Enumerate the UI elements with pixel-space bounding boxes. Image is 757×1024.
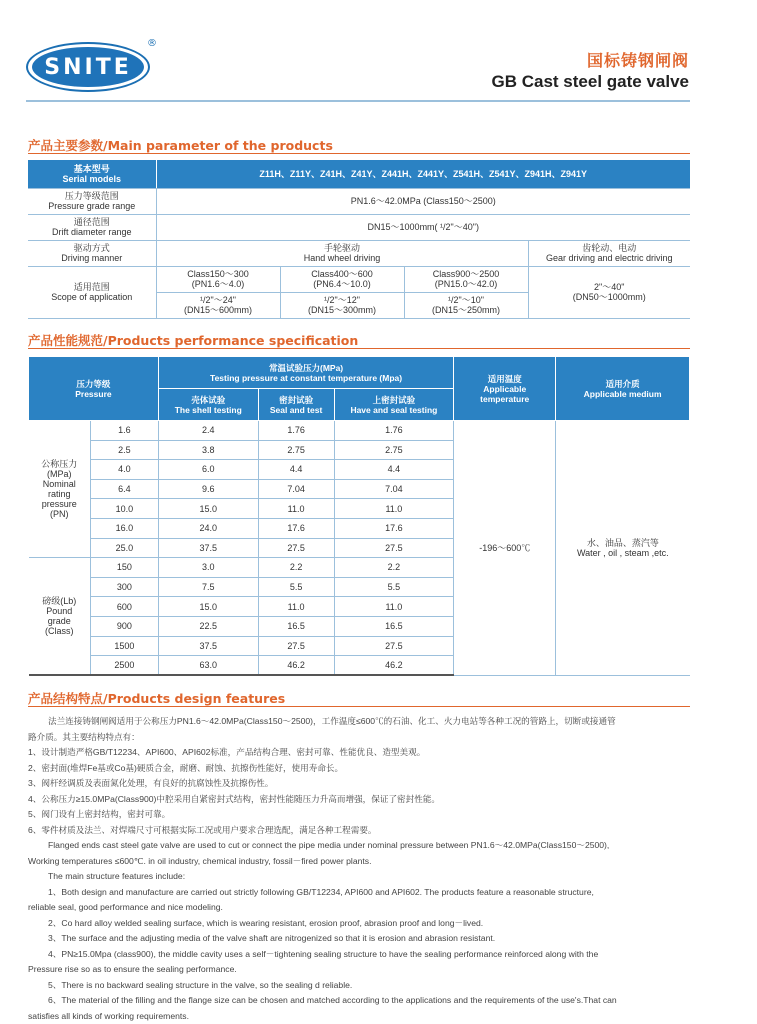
group-label-line: (PN) (29, 509, 90, 519)
scope-cell-line: Class400～600 (281, 269, 404, 279)
group-label-line: rating (29, 489, 90, 499)
group-label-line: Pound (29, 606, 90, 616)
scope-cell-line: Class150～300 (157, 269, 280, 279)
pressure-label-cn: 压力等级范围 (28, 191, 156, 201)
cell-grade: 1500 (90, 636, 158, 656)
page-title-cn: 国标铸钢闸阀 (587, 48, 689, 71)
cell-have: 17.6 (334, 518, 454, 538)
header-seal-cn: 密封试验 (259, 395, 334, 405)
cell-grade: 25.0 (90, 538, 158, 558)
scope-label-en: Scope of application (28, 292, 156, 302)
cell-shell: 3.8 (158, 440, 258, 460)
cell-grade: 6.4 (90, 479, 158, 499)
drift-label-en: Drift diameter range (28, 227, 156, 237)
params-table (28, 160, 690, 319)
features-cn-item: 2、密封面(堆焊Fe基或Co基)硬质合金，耐磨、耐蚀、抗擦伤性能好，使用寿命长。 (28, 761, 692, 777)
features-en-item: 2、Co hard alloy welded sealing surface, which is wearing resistant, erosion proof, abrasion proof and long－lived. (28, 916, 692, 932)
scope-right-line: (DN50～1000mm) (529, 292, 691, 302)
scope-cell-line: (DN15～600mm) (157, 305, 280, 315)
header-seal-en: Seal and test (259, 405, 334, 415)
table-header-row (29, 357, 690, 389)
table-row (28, 160, 690, 188)
section-title-params: 产品主要参数/Main parameter of the products (28, 136, 333, 154)
table-row (28, 214, 690, 240)
cell-grade: 2.5 (90, 440, 158, 460)
group-label-line: (Class) (29, 626, 90, 636)
scope-cell-line: (DN15～300mm) (281, 305, 404, 315)
cell-grade: 150 (90, 558, 158, 578)
snite-logo (26, 42, 150, 92)
drift-label-cn: 通径范围 (28, 217, 156, 227)
page-title-en: GB Cast steel gate valve (492, 72, 689, 92)
scope-cell (280, 266, 404, 292)
driving-label (28, 240, 156, 266)
cell-have: 11.0 (334, 597, 454, 617)
features-en-item: 1、Both design and manufacture are carried out strictly following GB/T12234, API600 and API602. The products feature a reasonable structure, (28, 885, 692, 901)
features-en-item: 4、PN≥15.0Mpa (class900), the middle cavity uses a self－tightening sealing structure to have the sealing performance reinforced along with the (28, 947, 692, 963)
section-title-performance: 产品性能规范/Products performance specification (28, 331, 358, 349)
scope-cell (404, 266, 528, 292)
cell-shell: 2.4 (158, 421, 258, 441)
cell-shell: 3.0 (158, 558, 258, 578)
header-shell (158, 389, 258, 421)
header-pressure (29, 357, 159, 421)
medium-cn: 水、油品、蒸汽等 (556, 538, 689, 548)
header-divider (26, 100, 690, 102)
driving-hand-cn: 手轮驱动 (157, 243, 528, 253)
scope-label-cn: 适用范围 (28, 282, 156, 292)
header-shell-cn: 壳体试验 (159, 395, 258, 405)
cell-seal: 7.04 (258, 479, 334, 499)
driving-label-cn: 驱动方式 (28, 243, 156, 253)
features-en-item: satisfies all kinds of working requirements. (28, 1009, 692, 1024)
group-label-line: pressure (29, 499, 90, 509)
serial-label (28, 160, 156, 188)
table-row (28, 188, 690, 214)
features-cn-intro: 路介质。其主要结构特点有： (28, 730, 692, 746)
pressure-value: PN1.6～42.0MPa (Class150～2500) (156, 188, 690, 214)
header-have-en: Have and seal testing (335, 405, 454, 415)
header-temp-en: temperature (454, 394, 555, 404)
header-medium (556, 357, 690, 421)
cell-grade: 300 (90, 577, 158, 597)
cell-grade: 16.0 (90, 518, 158, 538)
header-testing-en: Testing pressure at constant temperature (Mpa) (159, 373, 453, 383)
driving-gear-cn: 齿轮动、电动 (529, 243, 691, 253)
cell-have: 46.2 (334, 656, 454, 676)
cell-seal: 46.2 (258, 656, 334, 676)
driving-hand (156, 240, 528, 266)
features-en-item: 3、The surface and the adjusting media of the valve shaft are nitrogenized so that it is erosion and abrasion resistant. (28, 931, 692, 947)
cell-grade: 900 (90, 616, 158, 636)
drift-value: DN15～1000mm( ¹/2"～40") (156, 214, 690, 240)
cell-seal: 2.75 (258, 440, 334, 460)
cell-have: 1.76 (334, 421, 454, 441)
cell-have: 16.5 (334, 616, 454, 636)
cell-seal: 11.0 (258, 499, 334, 519)
features-en-item: reliable seal, good performance and nice modeling. (28, 900, 692, 916)
cell-temperature: -196～600℃ (454, 421, 556, 676)
cell-grade: 4.0 (90, 460, 158, 480)
cell-seal: 17.6 (258, 518, 334, 538)
header-medium-en: Applicable medium (556, 389, 689, 399)
driving-hand-en: Hand wheel driving (157, 253, 528, 263)
cell-shell: 37.5 (158, 538, 258, 558)
cell-shell: 6.0 (158, 460, 258, 480)
scope-cell-line: ¹/2"～24" (157, 295, 280, 305)
header-seal (258, 389, 334, 421)
features-en-item: Pressure rise so as to ensure the sealing performance. (28, 962, 692, 978)
features-cn-item: 3、阀杆经调质及表面氮化处理，有良好的抗腐蚀性及抗擦伤性。 (28, 776, 692, 792)
performance-table (28, 356, 690, 676)
logo-text: SNITE (32, 47, 144, 87)
features-en-intro: Working temperatures ≤600℃. in oil industry, chemical industry, fossil－fired power plants. (28, 854, 692, 870)
cell-grade: 1.6 (90, 421, 158, 441)
registered-mark: ® (147, 38, 157, 49)
features-en-item: 5、There is no backward sealing structure in the valve, so the sealing d reliable. (28, 978, 692, 994)
scope-right-line: 2"～40" (529, 282, 691, 292)
cell-have: 27.5 (334, 538, 454, 558)
driving-gear-en: Gear driving and electric driving (529, 253, 691, 263)
group-label-line: 磅级(Lb) (29, 596, 90, 606)
cell-have: 11.0 (334, 499, 454, 519)
cell-have: 27.5 (334, 636, 454, 656)
cell-grade: 2500 (90, 656, 158, 676)
scope-label (28, 266, 156, 318)
scope-cell (156, 266, 280, 292)
group-label-line: (MPa) (29, 469, 90, 479)
scope-cell-line: (DN15～250mm) (405, 305, 528, 315)
header-temp-en: Applicable (454, 384, 555, 394)
cell-have: 2.2 (334, 558, 454, 578)
serial-value: Z11H、Z11Y、Z41H、Z41Y、Z441H、Z441Y、Z541H、Z541Y、Z941H、Z941Y (156, 160, 690, 188)
cell-shell: 24.0 (158, 518, 258, 538)
features-cn-intro: 法兰连接铸钢闸阀适用于公称压力PN1.6～42.0MPa(Class150～2500)，工作温度≤600℃的石油、化工、火力电站等各种工况的管路上，切断或接通管 (28, 714, 692, 730)
section-title-features: 产品结构特点/Products design features (28, 689, 285, 707)
cell-shell: 7.5 (158, 577, 258, 597)
features-en-intro: The main structure features include: (28, 869, 692, 885)
features-text (28, 714, 692, 1024)
cell-have: 5.5 (334, 577, 454, 597)
cell-have: 2.75 (334, 440, 454, 460)
serial-label-en: Serial models (28, 174, 156, 184)
drift-label (28, 214, 156, 240)
cell-seal: 16.5 (258, 616, 334, 636)
group-label-line: 公称压力 (29, 459, 90, 469)
driving-gear (528, 240, 690, 266)
cell-have: 4.4 (334, 460, 454, 480)
table-row (28, 240, 690, 266)
header-shell-en: The shell testing (159, 405, 258, 415)
cell-grade: 600 (90, 597, 158, 617)
header-temperature (454, 357, 556, 421)
features-cn-item: 6、零件材质及法兰、对焊端尺寸可根据实际工况或用户要求合理选配，满足各种工程需要。 (28, 823, 692, 839)
cell-seal: 4.4 (258, 460, 334, 480)
group-label-line: Nominal (29, 479, 90, 489)
header-testing (158, 357, 453, 389)
cell-shell: 15.0 (158, 597, 258, 617)
cell-shell: 9.6 (158, 479, 258, 499)
serial-label-cn: 基本型号 (28, 164, 156, 174)
scope-right (528, 266, 690, 318)
scope-cell-line: (PN15.0～42.0) (405, 279, 528, 289)
header-pressure-cn: 压力等级 (29, 379, 158, 389)
cell-shell: 22.5 (158, 616, 258, 636)
cell-seal: 2.2 (258, 558, 334, 578)
cell-seal: 27.5 (258, 636, 334, 656)
cell-have: 7.04 (334, 479, 454, 499)
scope-cell-line: (PN6.4～10.0) (281, 279, 404, 289)
group-class-label (29, 558, 91, 676)
header-pressure-en: Pressure (29, 389, 158, 399)
cell-seal: 1.76 (258, 421, 334, 441)
cell-seal: 27.5 (258, 538, 334, 558)
table-row (28, 266, 690, 292)
scope-cell-line: ¹/2"～10" (405, 295, 528, 305)
header-medium-cn: 适用介质 (556, 379, 689, 389)
header-temp-cn: 适用温度 (454, 374, 555, 384)
cell-shell: 37.5 (158, 636, 258, 656)
table-row (29, 421, 690, 441)
scope-cell-line: ¹/2"～12" (281, 295, 404, 305)
scope-cell (156, 292, 280, 318)
group-pn-label (29, 421, 91, 558)
scope-cell-line: (PN1.6～4.0) (157, 279, 280, 289)
features-cn-item: 1、设计制造严格GB/T12234、API600、API602标准，产品结构合理、密封可靠、性能优良、造型美观。 (28, 745, 692, 761)
features-en-item: 6、The material of the filling and the flange size can be chosen and matched according to the applications and the requirements of the use's.That can (28, 993, 692, 1009)
pressure-label (28, 188, 156, 214)
scope-cell (404, 292, 528, 318)
scope-cell-line: Class900～2500 (405, 269, 528, 279)
medium-en: Water , oil , steam ,etc. (556, 548, 689, 558)
header-testing-cn: 常温试验压力(MPa) (159, 363, 453, 373)
scope-cell (280, 292, 404, 318)
cell-shell: 15.0 (158, 499, 258, 519)
driving-label-en: Driving manner (28, 253, 156, 263)
header-have (334, 389, 454, 421)
features-en-intro: Flanged ends cast steel gate valve are used to cut or connect the pipe media under nominal pressure between PN1.6～42.0MPa(Class150～2500), (28, 838, 692, 854)
page-header (0, 0, 757, 102)
cell-medium (556, 421, 690, 676)
header-have-cn: 上密封试验 (335, 395, 454, 405)
pressure-label-en: Pressure grade range (28, 201, 156, 211)
group-label-line: grade (29, 616, 90, 626)
cell-seal: 5.5 (258, 577, 334, 597)
features-cn-item: 5、阀门设有上密封结构，密封可靠。 (28, 807, 692, 823)
features-cn-item: 4、公称压力≥15.0MPa(Class900)中腔采用自紧密封式结构，密封性能随压力升高而增强，保证了密封性能。 (28, 792, 692, 808)
cell-grade: 10.0 (90, 499, 158, 519)
cell-seal: 11.0 (258, 597, 334, 617)
cell-shell: 63.0 (158, 656, 258, 676)
